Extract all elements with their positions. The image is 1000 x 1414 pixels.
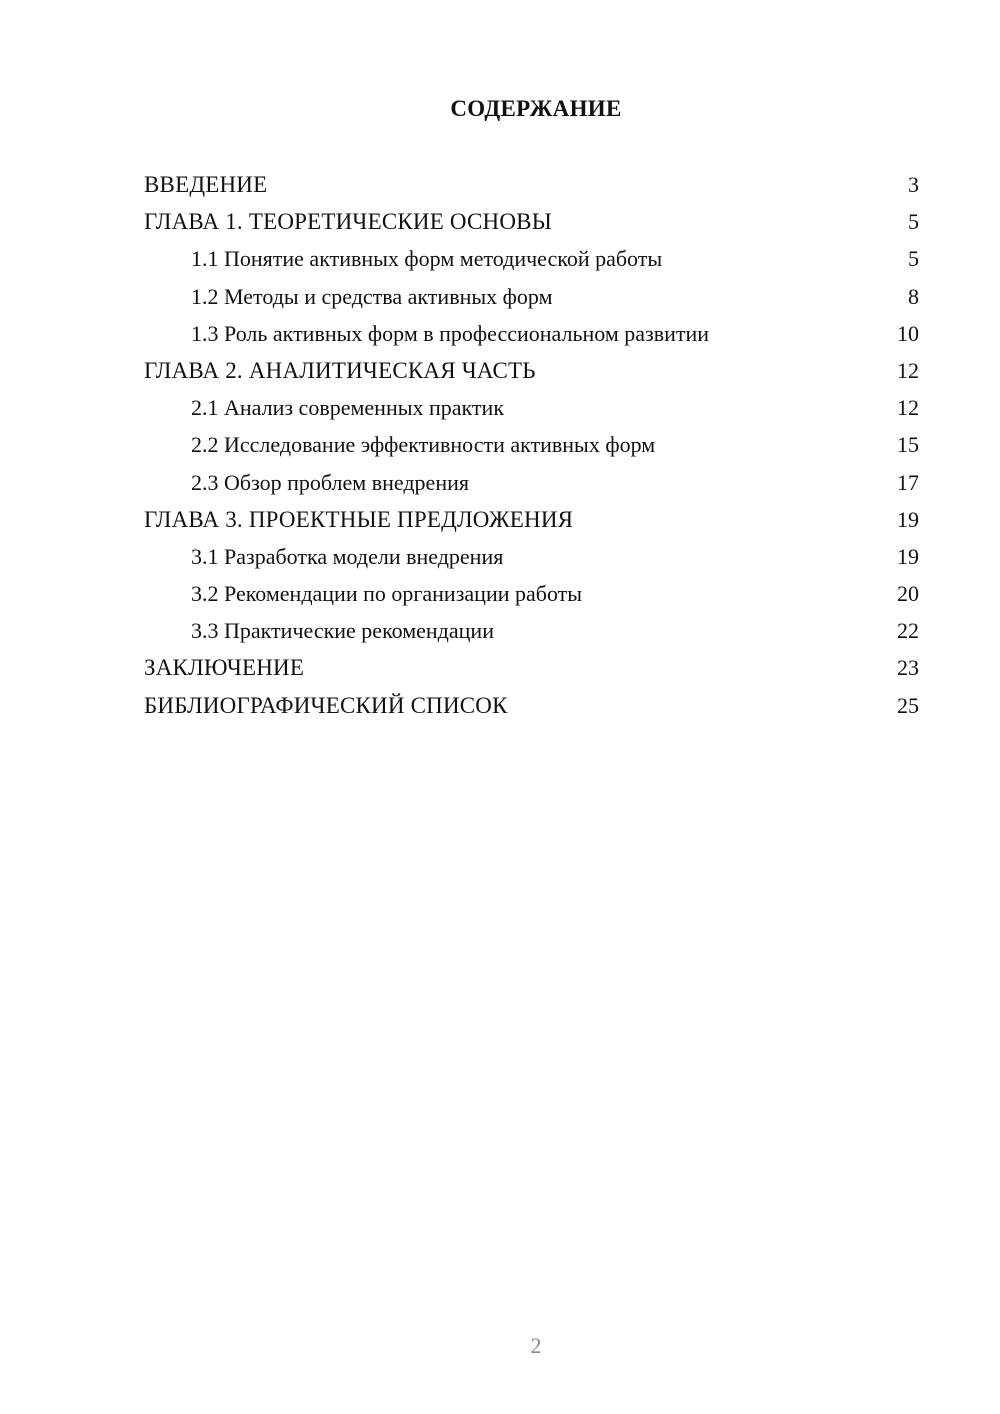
toc-entry-label: 3.1 Разработка модели внедрения [191, 543, 504, 569]
toc-entry-label: ЗАКЛЮЧЕНИЕ [144, 655, 305, 681]
toc-subentry[interactable] [144, 315, 919, 352]
toc-entry[interactable] [144, 203, 919, 240]
page-number: 2 [530, 1333, 542, 1358]
toc-entry-label: БИБЛИОГРАФИЧЕСКИЙ СПИСОК [144, 692, 508, 718]
toc-subentry[interactable] [144, 278, 919, 315]
toc-subentry[interactable] [144, 538, 919, 575]
toc-entry[interactable] [144, 501, 919, 538]
toc-subentry[interactable] [144, 575, 919, 612]
toc-entry-page: 12 [897, 395, 919, 421]
toc-entry-page: 10 [897, 320, 919, 346]
toc-entry-page: 5 [908, 209, 919, 235]
toc-entry-label: 2.1 Анализ современных практик [191, 395, 505, 421]
toc-entry-label: 2.3 Обзор проблем внедрения [191, 469, 469, 495]
toc-entry[interactable] [144, 687, 919, 724]
toc-entry-label: 2.2 Исследование эффективности активных форм [191, 432, 656, 458]
toc-entry-label: 3.2 Рекомендации по организации работы [191, 581, 583, 607]
toc-entry-label: ГЛАВА 1. ТЕОРЕТИЧЕСКИЕ ОСНОВЫ [144, 209, 552, 235]
toc-entry-page: 8 [908, 283, 919, 309]
page-title: СОДЕРЖАНИЕ [450, 96, 622, 121]
toc-entry-page: 22 [897, 618, 919, 644]
toc-subentry[interactable] [144, 426, 919, 463]
toc-entry[interactable] [144, 352, 919, 389]
toc-entry-label: ГЛАВА 3. ПРОЕКТНЫЕ ПРЕДЛОЖЕНИЯ [144, 506, 574, 532]
toc-entry-page: 15 [897, 432, 919, 458]
toc-entry-label: ВВЕДЕНИЕ [144, 172, 268, 197]
toc-entry-page: 3 [908, 172, 919, 197]
toc-entry-page: 19 [897, 543, 919, 569]
toc-entry-label: 1.1 Понятие активных форм методической работы [191, 246, 663, 272]
toc-entry[interactable] [144, 166, 919, 203]
toc-entry-page: 5 [908, 246, 919, 272]
toc-entry[interactable] [144, 649, 919, 686]
toc-entry-label: 1.2 Методы и средства активных форм [191, 283, 553, 309]
toc-entry-page: 17 [897, 469, 919, 495]
toc-entry-page: 20 [897, 581, 919, 607]
table-of-contents [144, 166, 919, 724]
toc-subentry[interactable] [144, 240, 919, 277]
toc-entry-label: ГЛАВА 2. АНАЛИТИЧЕСКАЯ ЧАСТЬ [144, 357, 536, 383]
toc-subentry[interactable] [144, 612, 919, 649]
toc-subentry[interactable] [144, 464, 919, 501]
toc-entry-page: 12 [897, 357, 919, 383]
toc-entry-page: 25 [897, 692, 919, 718]
toc-entry-page: 23 [897, 655, 919, 681]
toc-entry-label: 3.3 Практические рекомендации [191, 618, 494, 644]
toc-entry-label: 1.3 Роль активных форм в профессиональном развитии [191, 320, 710, 346]
toc-entry-page: 19 [897, 506, 919, 532]
toc-subentry[interactable] [144, 389, 919, 426]
